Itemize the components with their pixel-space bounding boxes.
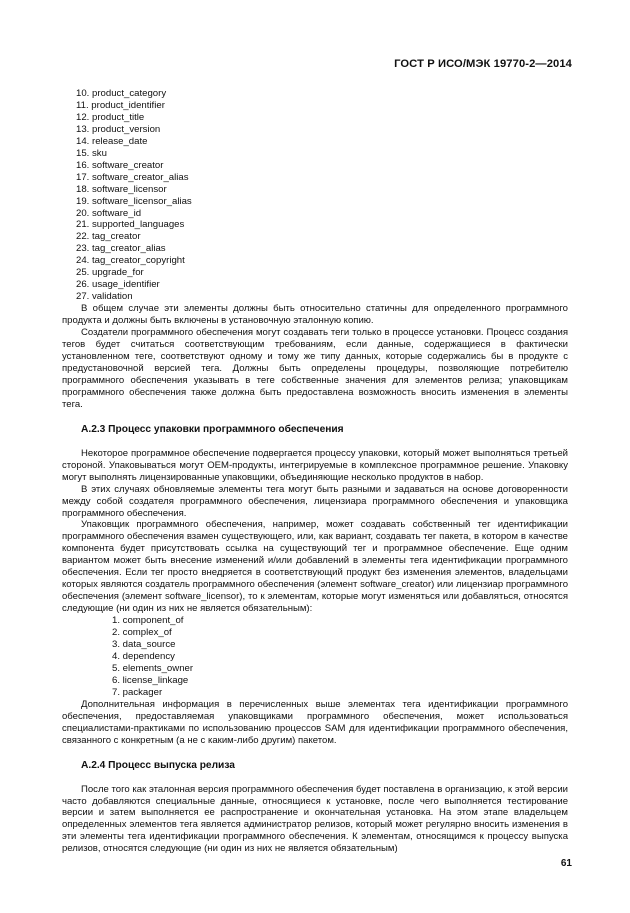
list-item: 5. elements_owner [112,662,194,674]
element-name-list [62,88,568,303]
list-item: 21. supported_languages [76,219,185,231]
paragraph-a24-release-process: После того как эталонная версия программного обеспечения будет поставлена в организацию, к этой версии часто добавляются специальные данные, относящиеся к установке, после чего выполняется тестирование версии и затем выполняется ее распространение и окончательная установка. На этом этапе владельцем определенных элементов тега является администратор релизов, который может регулярно вносить изменения в эти элементы тега идентификации программного обеспечения. К элементам, относящимся к процессу выпуска релизов, относятся следующие (ни один из них не является обязательным) [62,783,568,855]
list-item: 27. validation [76,291,133,303]
paragraph-tag-creation-process: Создатели программного обеспечения могут создавать теги только в процессе установки. Процесс создания тегов будет считаться соответствующим требованиям, если данные, содержащиеся в фактически установленном теге, соответствуют одному и тому же типу данных, которые содержались бы в продукте с предустановочной версией тега. Должны быть определены процедуры, позволяющие потребителю программного обеспечения указывать в теге собственные значения для элементов релиза; упаковщикам программного обеспечения также должна быть предоставлена возможность вносить изменения в элементы тега. [62,327,568,410]
list-item: 26. usage_identifier [76,279,160,291]
list-item: 4. dependency [112,650,175,662]
list-item: 19. software_licensor_alias [76,195,192,207]
list-item: 12. product_title [76,111,145,123]
paragraph-a23-packaging-intro: Некоторое программное обеспечение подвергается процессу упаковки, который может выполняться третьей стороной. Упаковываться могут OEM-продукты, интегрируемые в комплексное программное решение. Упаковку могут выполнять лицензированные упаковщики, объединяющие несколько продуктов в набор. [62,447,568,483]
list-item: 11. product_identifier [76,99,165,111]
list-item: 16. software_creator [76,159,164,171]
list-item: 3. data_source [112,638,176,650]
paragraph-general-static-elements: В общем случае эти элементы должны быть относительно статичны для определенного программного продукта и должны быть включены в установочную эталонную копию. [62,303,568,327]
list-item: 22. tag_creator [76,231,141,243]
list-item: 13. product_version [76,123,161,135]
paragraph-a23-agreement: В этих случаях обновляемые элементы тега могут быть разными и задаваться на основе договоренности между собой создателя программного обеспечения, лицензиара программного обеспечения и упаковщика программного обеспечения. [62,483,568,519]
packager-element-list [62,615,568,699]
list-item: 24. tag_creator_copyright [76,255,185,267]
list-item: 15. sku [76,147,107,159]
heading-a-2-3: A.2.3 Процесс упаковки программного обеспечения [81,423,344,435]
list-item: 18. software_licensor [76,183,167,195]
list-item: 1. component_of [112,615,184,627]
list-item: 6. license_linkage [112,674,189,686]
paragraph-a23-packager-tag: Упаковщик программного обеспечения, например, может создавать собственный тег идентификации программного обеспечения взамен существующего, или, как вариант, создавать тег пакета, в котором в качестве компонента будет присутствовать ссылка на существующий тег и программное обеспечение. Еще одним вариантом может быть внесение изменений и/или добавлений в элементы тега идентификации программного обеспечения. Если тег просто внедряется в соответствующий продукт без изменения элементов, владельцами которых являются создатель программного обеспечения (элемент software_creator) или лицензиар программного обеспечения (элемент software_licensor), то к элементам, которые могут изменяться или добавляться, относятся следующие (ни один из них не является обязательным): [62,519,568,615]
list-item: 20. software_id [76,207,142,219]
paragraph-a23-additional-info: Дополнительная информация в перечисленных выше элементах тега идентификации программного обеспечения, предоставляемая упаковщиками программного обеспечения, может использоваться специалистами-практиками по использованию процессов SAM для идентификации программного обеспечения, связанного с конкретным (а не с каким-либо другим) пакетом. [62,698,568,746]
list-item: 23. tag_creator_alias [76,243,166,255]
page-header-standard-number: ГОСТ Р ИСО/МЭК 19770-2—2014 [394,58,572,70]
list-item: 25. upgrade_for [76,267,144,279]
page-number: 61 [560,858,572,869]
list-item: 10. product_category [76,88,167,99]
list-item: 2. complex_of [112,627,172,639]
list-item: 7. packager [112,686,163,698]
list-item: 17. software_creator_alias [76,171,189,183]
heading-a-2-4: A.2.4 Процесс выпуска релиза [81,759,235,771]
page-content [62,88,568,855]
list-item: 14. release_date [76,135,148,147]
